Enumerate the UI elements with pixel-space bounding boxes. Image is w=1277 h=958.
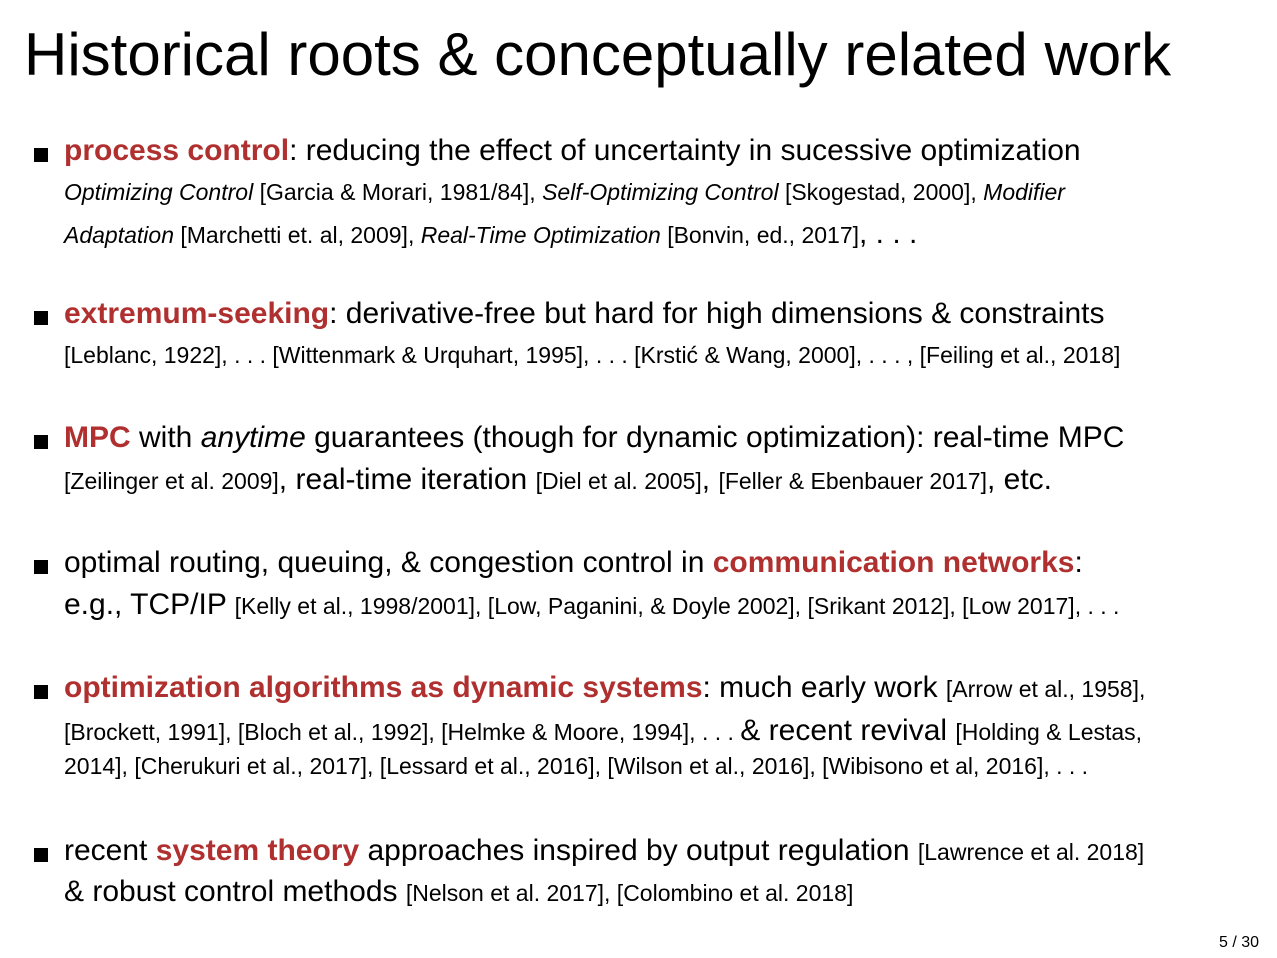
citation-text: Real-Time Optimization <box>420 222 661 248</box>
bullet-line <box>64 588 1119 622</box>
body-text: : <box>1074 546 1083 579</box>
bullet-line <box>64 834 1144 868</box>
citation-text: Self-Optimizing Control <box>542 179 779 205</box>
citation-text: 2014], [Cherukuri et al., 2017], [Lessard et al., 2016], [Wilson et al., 2016], [Wibisono et al, 2016], . . . <box>64 753 1089 779</box>
bullet-square-icon <box>34 148 48 162</box>
body-text: , . . . <box>859 217 918 250</box>
body-text: & recent revival <box>740 714 956 747</box>
body-text: anytime <box>200 421 306 454</box>
citation-text: [Marchetti et. al, 2009], <box>173 222 421 248</box>
citation-text: [Leblanc, 1922], . . . [Wittenmark & Urquhart, 1995], . . . [Krstić & Wang, 2000], . . . , [Feiling et al., 2018] <box>64 342 1121 368</box>
body-text: guarantees (though for dynamic optimization): real-time MPC <box>305 421 1125 454</box>
citation-text: [Arrow et al., 1958], <box>945 676 1146 702</box>
bullet-line <box>64 463 1052 497</box>
bullet-square-icon <box>34 560 48 574</box>
bullet-square-icon <box>34 435 48 449</box>
highlight-term: communication networks <box>712 546 1075 579</box>
bullet-line <box>64 217 917 251</box>
citation-text: [Zeilinger et al. 2009] <box>64 468 279 494</box>
citation-text: [Lawrence et al. 2018] <box>917 839 1145 865</box>
highlight-term: process control <box>64 134 290 167</box>
citation-text: [Kelly et al., 1998/2001], [Low, Paganini, & Doyle 2002], [Srikant 2012], [Low 2017], . . . <box>234 593 1120 619</box>
citation-text: [Skogestad, 2000], <box>778 179 984 205</box>
bullet-line <box>64 546 1083 580</box>
citation-text: [Nelson et al. 2017], [Colombino et al. 2018] <box>405 880 854 906</box>
bullet-line <box>64 421 1124 455</box>
citation-text: Optimizing Control <box>64 179 254 205</box>
body-text: : reducing the effect of uncertainty in sucessive optimization <box>289 134 1081 167</box>
bullet-square-icon <box>34 685 48 699</box>
bullet-square-icon <box>34 848 48 862</box>
citation-text: [Brockett, 1991], [Bloch et al., 1992], [Helmke & Moore, 1994], . . . <box>64 719 741 745</box>
body-text: with <box>130 421 201 454</box>
bullet-line <box>64 134 1081 168</box>
bullet-square-icon <box>34 311 48 325</box>
body-text: e.g., TCP/IP <box>64 588 235 621</box>
bullet-line <box>64 671 1145 705</box>
highlight-term: MPC <box>64 421 131 454</box>
body-text: : derivative-free but hard for high dimensions & constraints <box>329 297 1105 330</box>
body-text: & robust control methods <box>64 875 406 908</box>
bullet-line <box>64 179 1065 206</box>
bullet-line <box>64 342 1120 369</box>
body-text: : much early work <box>702 671 946 704</box>
body-text: , real-time iteration <box>278 463 536 496</box>
citation-text: [Garcia & Morari, 1981/84], <box>253 179 543 205</box>
citation-text: Adaptation <box>64 222 174 248</box>
body-text: , <box>701 463 719 496</box>
bullet-line <box>64 297 1105 331</box>
page-number: 5 / 30 <box>1218 934 1259 951</box>
highlight-term: system theory <box>155 834 360 867</box>
bullet-line <box>64 875 853 909</box>
citation-text: Modifier <box>983 179 1065 205</box>
body-text: , etc. <box>986 463 1052 496</box>
citation-text: [Feller & Ebenbauer 2017] <box>718 468 987 494</box>
citation-text: [Diel et al. 2005] <box>535 468 702 494</box>
bullet-line <box>64 714 1142 748</box>
body-text: optimal routing, queuing, & congestion control in <box>64 546 713 579</box>
body-text: recent <box>64 834 156 867</box>
citation-text: [Bonvin, ed., 2017] <box>660 222 860 248</box>
body-text: approaches inspired by output regulation <box>359 834 918 867</box>
slide-title: Historical roots & conceptually related work <box>24 21 1172 88</box>
highlight-term: extremum-seeking <box>64 297 330 330</box>
highlight-term: optimization algorithms as dynamic systems <box>64 671 703 704</box>
citation-text: [Holding & Lestas, <box>955 719 1143 745</box>
bullet-line <box>64 753 1088 780</box>
